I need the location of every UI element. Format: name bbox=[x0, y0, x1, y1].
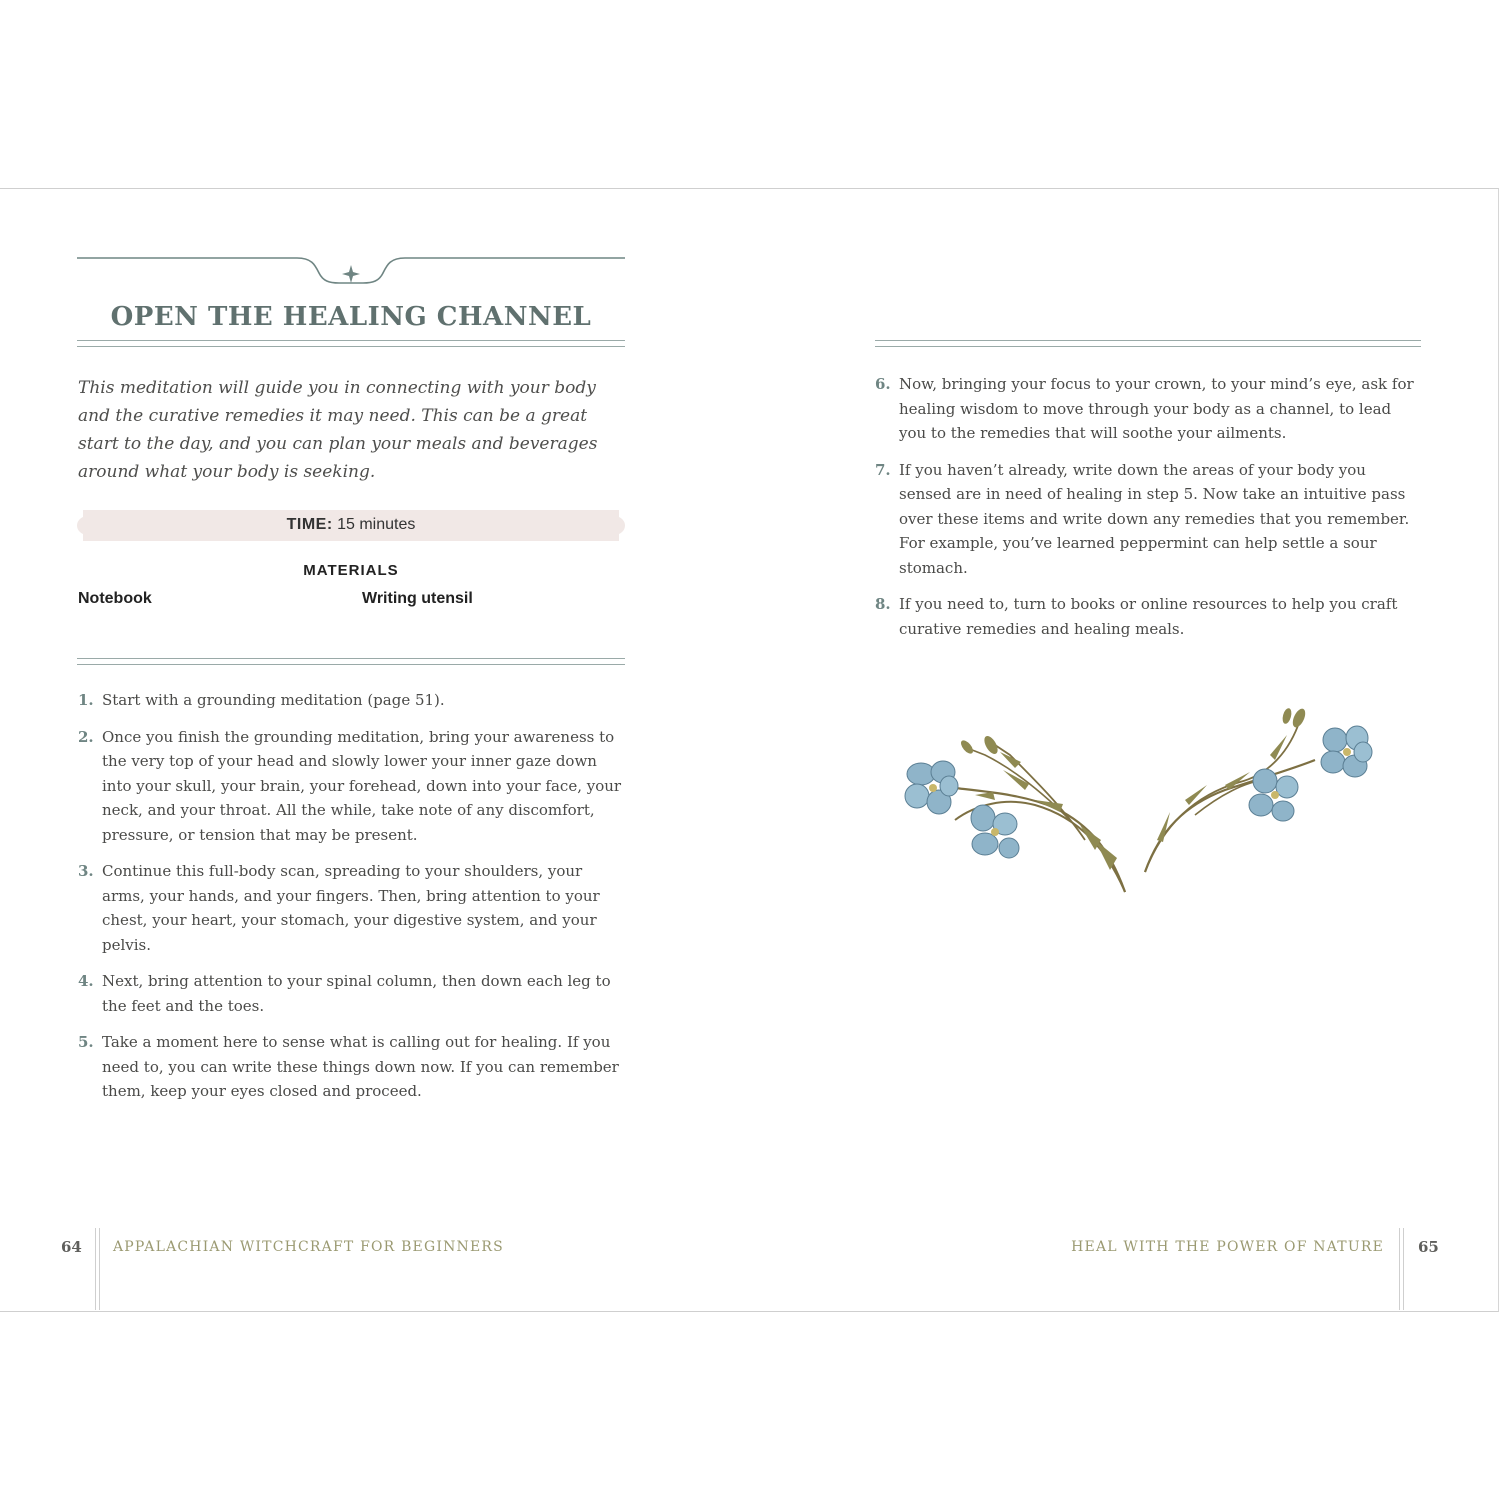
step-number: 8. bbox=[875, 595, 891, 613]
running-head-right: HEAL WITH THE POWER OF NATURE bbox=[1071, 1239, 1384, 1255]
step-number: 2. bbox=[78, 727, 94, 746]
time-value: 15 minutes bbox=[337, 516, 416, 533]
list-item bbox=[875, 592, 1420, 641]
step-number: 4. bbox=[78, 972, 94, 990]
page-number-left: 64 bbox=[61, 1238, 82, 1256]
section-divider bbox=[77, 658, 625, 665]
intro-paragraph: This meditation will guide you in connecting with your body and the curative remedies it may need. This can be a great start to the day, and you can plan your meals and beverages around what your body is seeking. bbox=[78, 378, 598, 482]
steps-list-left bbox=[78, 688, 623, 1116]
list-item bbox=[78, 1030, 623, 1104]
footer-divider-right bbox=[1399, 1228, 1404, 1310]
page-number-right: 65 bbox=[1418, 1238, 1439, 1256]
step-number: 3. bbox=[78, 862, 94, 880]
step-text: Continue this full-body scan, spreading to your shoulders, your arms, your hands, and your fingers. Then, bring attention to your chest, your heart, your stomach, your digestive system, and your pelvis. bbox=[102, 862, 600, 954]
footer-divider-left bbox=[95, 1228, 100, 1310]
list-item bbox=[78, 688, 623, 713]
list-item bbox=[875, 372, 1420, 446]
list-item bbox=[78, 859, 623, 957]
list-item bbox=[78, 969, 623, 1018]
steps-list-right bbox=[875, 372, 1420, 653]
step-text: If you haven’t already, write down the areas of your body you sensed are in need of healing in step 5. Now take an intuitive pass over these items and write down any remedies that you remember. For example, you’ve learned peppermint can help settle a sour stomach. bbox=[899, 460, 1410, 577]
star-ornament-icon bbox=[342, 265, 360, 283]
material-item: Notebook bbox=[78, 590, 152, 607]
time-label: TIME: bbox=[286, 516, 333, 533]
step-text: If you need to, turn to books or online resources to help you craft curative remedies and healing meals. bbox=[899, 595, 1398, 638]
step-text: Once you finish the grounding meditation, bring your awareness to the very top of your head and slowly lower your inner gaze down into your skull, your brain, your forehead, down into your face, your neck, and your throat. All the while, take note of any discomfort, pressure, or tension that may be present. bbox=[102, 727, 622, 844]
list-item bbox=[875, 458, 1420, 581]
running-head-left: APPALACHIAN WITCHCRAFT FOR BEGINNERS bbox=[113, 1239, 504, 1255]
page-title: OPEN THE HEALING CHANNEL bbox=[110, 302, 592, 332]
step-number: 6. bbox=[875, 375, 891, 393]
title-underline bbox=[77, 340, 625, 347]
list-item bbox=[78, 725, 623, 848]
right-top-rule bbox=[875, 340, 1421, 347]
step-text: Start with a grounding meditation (page 51). bbox=[102, 691, 445, 709]
step-number: 5. bbox=[78, 1033, 94, 1051]
materials-heading: MATERIALS bbox=[303, 562, 399, 579]
step-text: Take a moment here to sense what is calling out for healing. If you need to, you can write these things down now. If you can remember them, keep your eyes closed and proceed. bbox=[102, 1033, 619, 1100]
step-text: Now, bringing your focus to your crown, to your mind’s eye, ask for healing wisdom to move through your body as a channel, to lead you to the remedies that will soothe your ailments. bbox=[899, 375, 1414, 442]
step-number: 1. bbox=[78, 691, 94, 709]
step-text: Next, bring attention to your spinal column, then down each leg to the feet and the toes. bbox=[102, 972, 611, 1015]
blue-flax-flower-illustration bbox=[895, 700, 1375, 900]
time-info bbox=[77, 516, 625, 534]
star-ornament-rule bbox=[77, 255, 625, 287]
material-item: Writing utensil bbox=[362, 590, 473, 607]
step-number: 7. bbox=[875, 460, 891, 479]
